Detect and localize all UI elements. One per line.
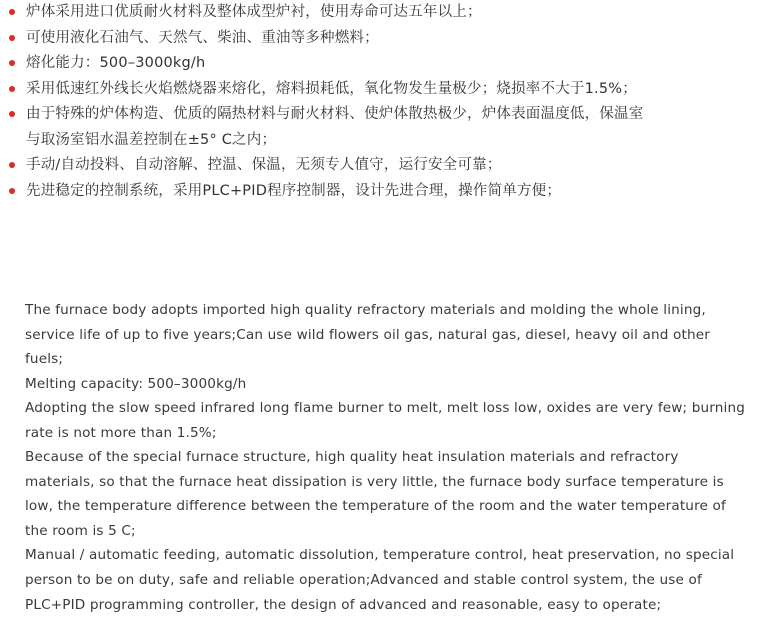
feature-text: 由于特殊的炉体构造、优质的隔热材料与耐火材料、使炉体散热极少，炉体表面温度低，保温室 xyxy=(26,106,644,122)
english-line: materials, so that the furnace heat dissipation is very little, the furnace body surface temperature is xyxy=(25,473,724,490)
feature-text: 采用低速红外线长火焰燃烧器来熔化，熔料损耗低，氧化物发生量极少；烧损率不大于1.5%； xyxy=(26,80,637,97)
feature-text: 先进稳定的控制系统，采用PLC+PID程序控制器，设计先进合理，操作简单方便； xyxy=(26,182,562,199)
english-line: person to be on duty, safe and reliable operation;Advanced and stable control system, the use of xyxy=(25,572,702,589)
feature-item-automation xyxy=(0,153,781,179)
bullet-icon xyxy=(9,162,15,168)
feature-text: 可使用液化石油气、天然气、柴油、重油等多种燃料； xyxy=(26,29,379,46)
english-line: Because of the special furnace structure, high quality heat insulation materials and refractory xyxy=(25,449,679,466)
bullet-icon xyxy=(9,9,15,15)
english-line: rate is not more than 1.5%; xyxy=(25,424,217,441)
english-line: Adopting the slow speed infrared long flame burner to melt, melt loss low, oxides are very few; burning xyxy=(25,400,746,417)
english-line: low, the temperature difference between the temperature of the room and the water temperature of xyxy=(25,498,726,515)
feature-text: 炉体采用进口优质耐火材料及整体成型炉衬，使用寿命可达五年以上； xyxy=(26,4,482,20)
feature-text: 手动/自动投料、自动溶解、控温、保温，无须专人值守，运行安全可靠； xyxy=(26,157,502,173)
english-line: PLC+PID programming controller, the design of advanced and reasonable, easy to operate; xyxy=(25,596,662,613)
feature-item-capacity xyxy=(0,51,781,77)
english-line: Melting capacity: 500–3000kg/h xyxy=(25,375,247,392)
feature-item-control-system xyxy=(0,179,781,205)
feature-item-fuel xyxy=(0,26,781,52)
feature-item-burner xyxy=(0,77,781,103)
feature-item-insulation xyxy=(0,102,781,153)
feature-text: 熔化能力：500–3000kg/h xyxy=(26,55,206,71)
bullet-icon xyxy=(9,86,15,92)
bullet-icon xyxy=(9,35,15,41)
chinese-feature-list xyxy=(0,0,781,204)
feature-item-lining xyxy=(0,0,781,26)
bullet-icon xyxy=(9,60,15,66)
english-description xyxy=(25,298,765,617)
feature-text: 与取汤室铝水温差控制在±5° C之内； xyxy=(26,131,277,148)
bullet-icon xyxy=(9,188,15,194)
english-line: fuels; xyxy=(25,351,64,368)
english-line: Manual / automatic feeding, automatic dissolution, temperature control, heat preservation, no special xyxy=(25,547,735,564)
english-line: the room is 5 C; xyxy=(25,522,136,539)
english-line: service life of up to five years;Can use wild flowers oil gas, natural gas, diesel, heavy oil and other xyxy=(25,326,710,343)
english-line: The furnace body adopts imported high quality refractory materials and molding the whole lining, xyxy=(25,302,706,318)
bullet-icon xyxy=(9,111,15,117)
